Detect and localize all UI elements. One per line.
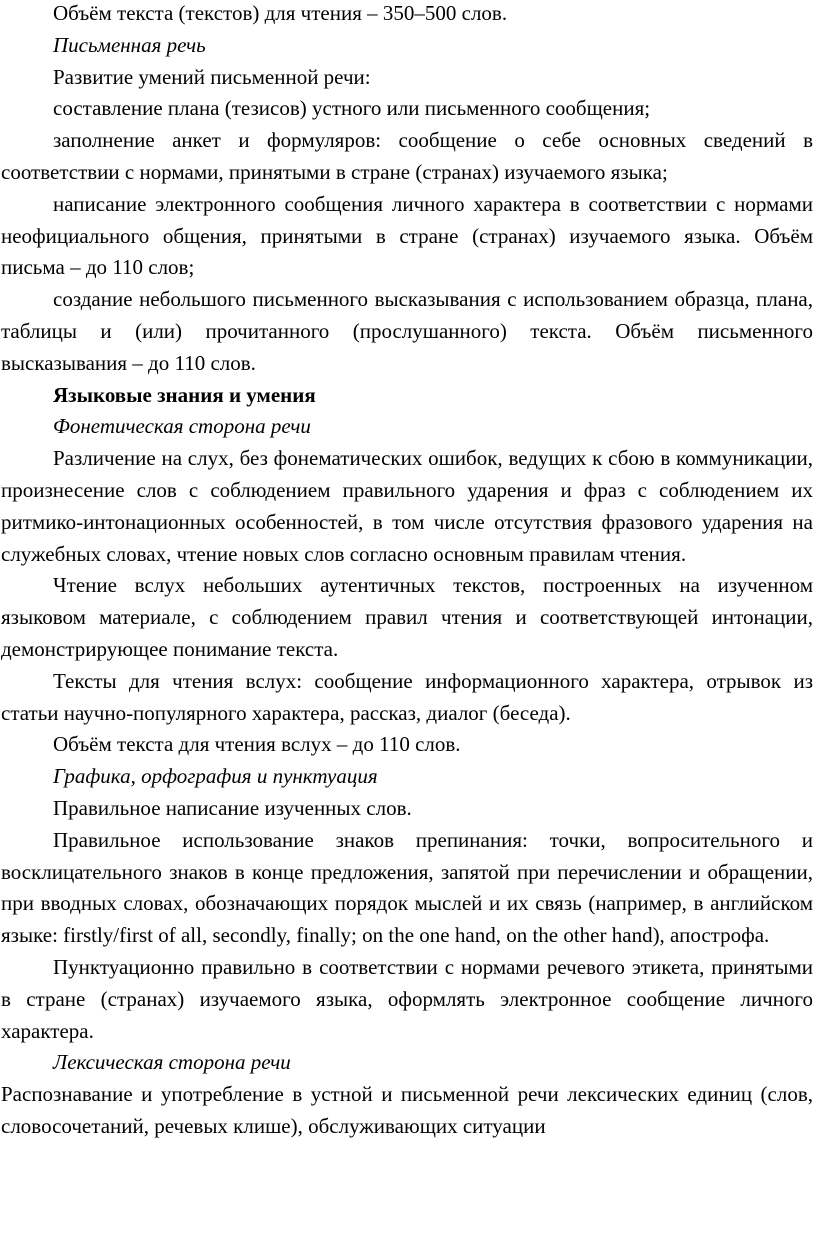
paragraph-reading-volume: Объём текста (текстов) для чтения – 350–500 слов. (53, 1, 508, 25)
paragraph-writing-skills: Развитие умений письменной речи: (53, 64, 371, 89)
paragraph-plan: составление плана (тезисов) устного или письменного сообщения; (53, 96, 651, 121)
paragraph-spelling: Правильное написание изученных слов. (53, 795, 412, 820)
paragraph-reading-aloud: Чтение вслух небольших аутентичных текстов, построенных на изученном языковом материале, с соблюдением правил чтения и соответствующей интонации, демонстрирующее понимание текста. (1, 573, 813, 661)
subheading-written-speech: Письменная речь (53, 32, 206, 57)
paragraph-lexical-units: Распознавание и употребление в устной и письменной речи лексических единиц (слов, словосочетаний, речевых клише), обслуживающих ситуации (1, 1082, 813, 1138)
subheading-lexical: Лексическая сторона речи (53, 1050, 291, 1075)
paragraph-texts-reading-aloud: Тексты для чтения вслух: сообщение информационного характера, отрывок из статьи научно-популярного характера, рассказ, диалог (беседа). (1, 668, 813, 725)
section-heading-language-knowledge: Языковые знания и умения (53, 382, 316, 407)
paragraph-email-punctuation: Пунктуационно правильно в соответствии с нормами речевого этикета, принятыми в стране (странах) изучаемого языка, оформлять электронное сообщение личного характера. (1, 954, 813, 1043)
paragraph-listening-discrimination: Различение на слух, без фонематических ошибок, ведущих к сбою в коммуникации, произнесение слов с соблюдением правильного ударения и фраз с соблюдением их ритмико-интонационных особенностей, в том числе отсутствия фразового ударения на служебных словах, чтение новых слов согласно основным правилам чтения. (1, 446, 813, 566)
paragraph-written-statement: создание небольшого письменного высказывания с использованием образца, плана, таблицы и (или) прочитанного (прослушанного) текста. Объём письменного высказывания – до 110 слов. (1, 287, 813, 375)
paragraph-forms: заполнение анкет и формуляров: сообщение о себе основных сведений в соответствии с нормами, принятыми в стране (странах) изучаемого языка; (1, 128, 813, 184)
subheading-phonetics: Фонетическая сторона речи (53, 414, 311, 439)
paragraph-punctuation: Правильное использование знаков препинания: точки, вопросительного и восклицательного знаков в конце предложения, запятой при перечислении и обращении, при вводных словах, обозначающих порядок мыслей и их связь (например, в английском языке: firstly/first of all, secondly, finally; on the one hand, on the other hand), апострофа. (1, 827, 813, 948)
paragraph-email: написание электронного сообщения личного характера в соответствии с нормами неофициального общения, принятыми в стране (странах) изучаемого языка. Объём письма – до 110 слов; (1, 191, 813, 280)
subheading-graphics-orthography: Графика, орфография и пунктуация (53, 764, 378, 789)
paragraph-reading-aloud-volume: Объём текста для чтения вслух – до 110 слов. (53, 732, 461, 757)
